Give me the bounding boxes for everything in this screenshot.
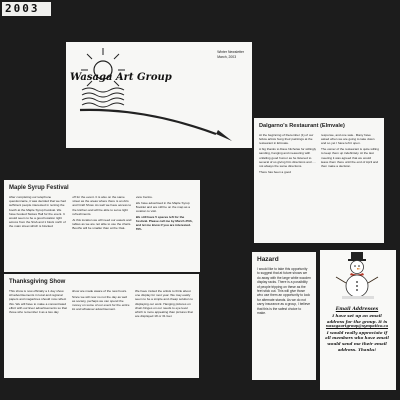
hazard-clipping: [252, 252, 316, 380]
masthead-info: [217, 50, 244, 59]
dalgarno-clipping: [254, 118, 384, 243]
thanksgiving-p2: show are made aware of the new hours.: [72, 289, 128, 293]
snowman-icon: [320, 250, 396, 304]
hazard-body: I would like to take this opportunity to suggest that at future shows we do away with the large white wooden display racks. There is a possibility of people tripping on these as the feet stick out. This will give those who use them an opportunity to look for alternate stands. As we do not carry insurance as a group, I believe that this is the safest choice to make.: [257, 267, 311, 316]
maple-p3: At this location we will need our easels and tables as we are not able to use the chairs. Booths will be smaller than at the Oak-: [72, 217, 132, 230]
thanksgiving-clipping: [4, 274, 199, 378]
maple-p1: After completing our telephone questionnaire, it was decided that we had sufficient people interested in renting the booth at the Maple Syrup Festival. We have booked Stokes Hall for the event. It would seem to be a good location right across from the SGA and 1 block north of the main street which is blocked: [9, 195, 66, 229]
year-label: 2003: [2, 2, 51, 16]
email-address: wasagaartgroup@sympatico.ca: [325, 324, 389, 329]
newsletter-date: March, 2003: [217, 54, 237, 59]
maple-p4: view Centre.: [135, 195, 153, 199]
thanksgiving-p4: We have invited the artists to think about one display for next year. We may easily seem to be a simple and cheap solution to displaying our work. Hanging pictures on chain hinges on our needs to eye level which is more appealing than pictures that are displayed 18 or 31 feet: [135, 289, 193, 319]
email-intro: I have set up an email address for the group. It is: [326, 313, 388, 324]
email-clipping: [320, 250, 396, 390]
dalgarno-heading: Dalgarno's Restaurant (Elmvale): [259, 123, 345, 129]
thanksgiving-p1: This show is now officially a 1 day show. All advertisements in local and regional papers and magazines should now reflect this. We will have to make a concentrated effort with our Ever advertisements so that those who remember it as a two day: [9, 289, 67, 315]
thanksgiving-heading: Thanksgiving Show: [9, 279, 66, 285]
hazard-heading: Hazard: [257, 256, 279, 263]
maple-clipping: [4, 180, 200, 272]
maple-p5: We have advertised in the Maple Syrup Booklet and are still be on the map as a location to visit.: [135, 200, 191, 214]
email-request: I would really appreciate if all members who have email would send me their email address. Thanks!: [325, 329, 389, 352]
dalgarno-p5: The owner of the restaurant is quite willing to keep them up indefinitely. At the last meeting it was agreed that we would leave them there until the end of April and then make a decision.: [321, 147, 379, 168]
dalgarno-p3: There has been a good: [259, 169, 291, 174]
newsletter-label: Winter Newsletter: [217, 50, 244, 54]
dalgarno-p2: A big thanks to Dave Nicholas for willingly sanding, hanging and measuring with unfailing good humor as he listened to several of us giving him directions and .... not always the same directions.: [259, 147, 317, 168]
maple-notice: We still have 5 spaces left for the Festival. Please call me by March 25th, and let me know if you are interested. 705-: [135, 214, 193, 232]
masthead-clipping: [66, 42, 252, 148]
maple-p2: off for the event. It is also on the same street as the areas where there is an Arts and Craft Show. As well we have access to the kitchen and will be able to serve light refreshments.: [72, 195, 132, 216]
dalgarno-p4: response, and one sale.. Many have asked when we are going to take down and so yet I have left it open.: [321, 133, 375, 146]
thanksgiving-p3: Since we will now no not the day as well as society, perhaps we can spend the money on some of our event for the entire lot and whatever advertisement.: [72, 294, 130, 312]
dalgarno-p1: At the beginning of December (1) of our fellow artists hung their paintings at the restaurant in Elmvale.: [259, 133, 314, 146]
maple-heading: Maple Syrup Festival: [9, 185, 69, 191]
email-title: Email Addresses: [335, 307, 379, 312]
masthead-title: Wasaga Art Group: [70, 72, 172, 83]
